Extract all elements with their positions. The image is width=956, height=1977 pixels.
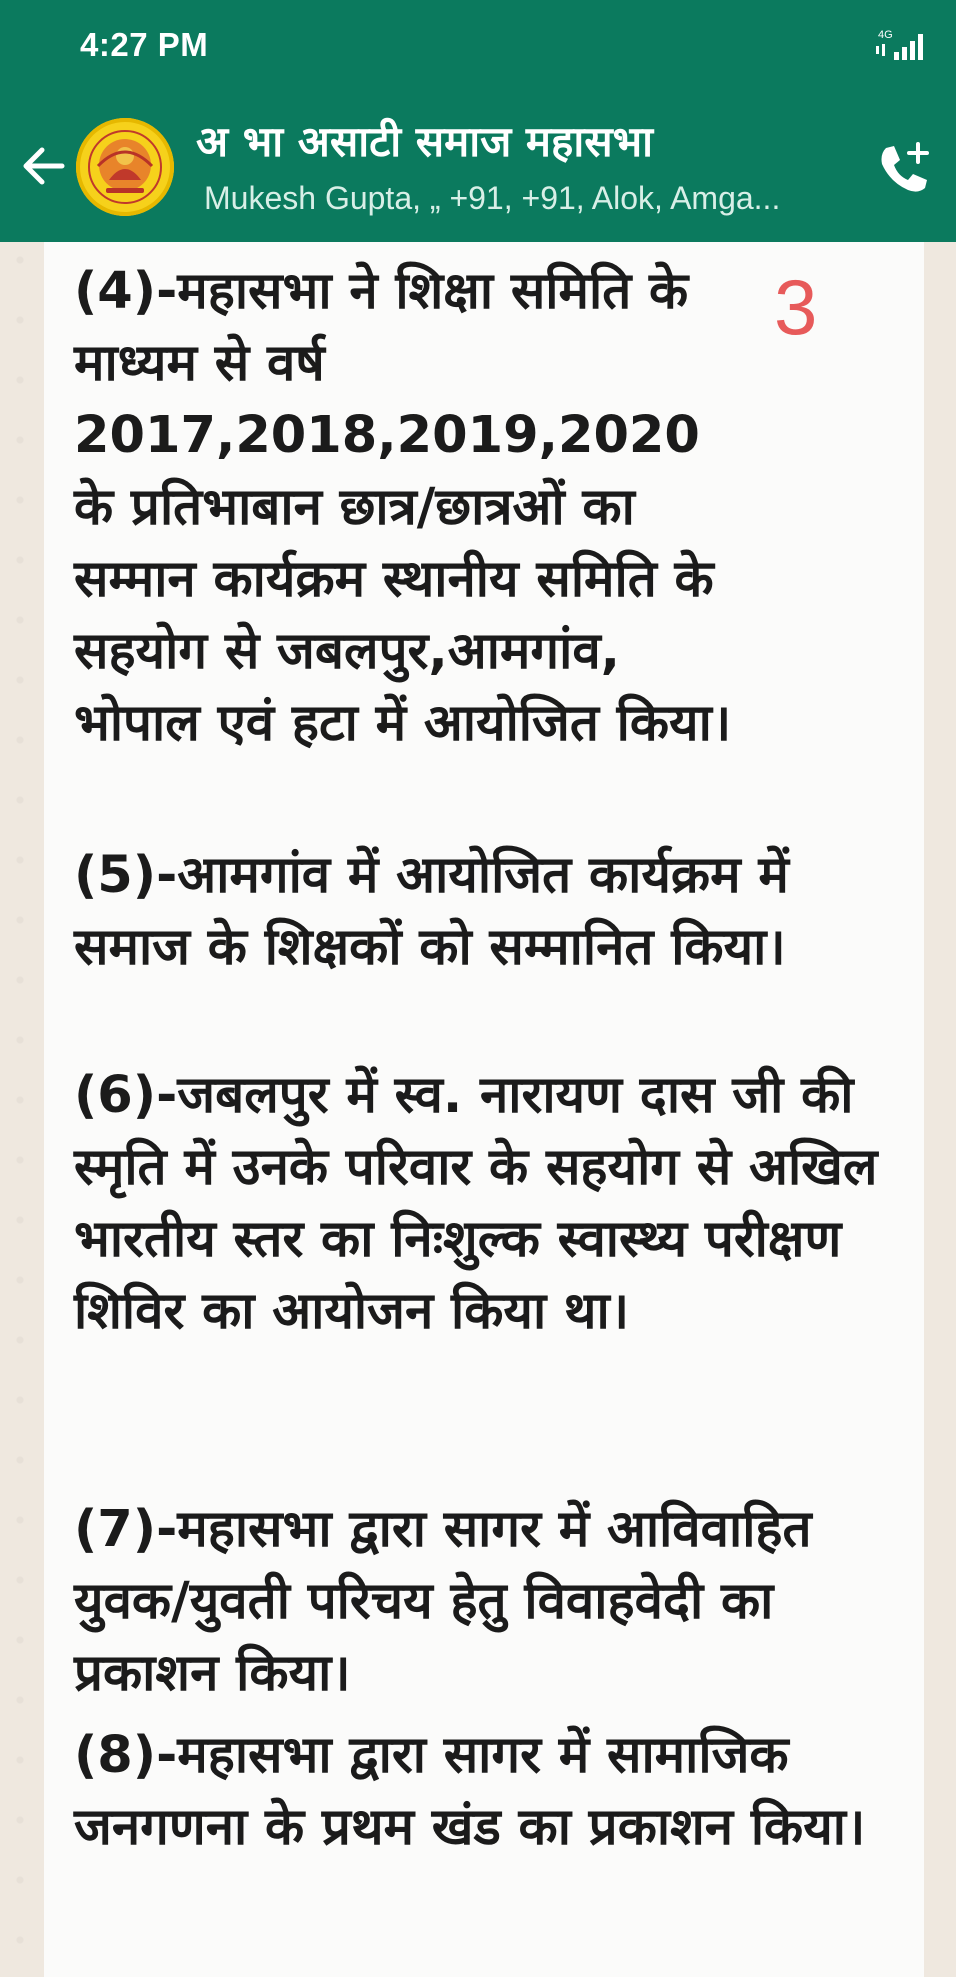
chat-header (0, 0, 956, 242)
page-number: 3 (774, 263, 818, 351)
back-arrow-icon[interactable] (18, 140, 70, 192)
group-emblem-icon (76, 118, 174, 216)
paragraph-7: (7)-महासभा द्वारा सागर में आविवाहित युवक/युवती परिचय हेतु विवाहवेदी का प्रकाशन किया। (74, 1500, 812, 1703)
signal-icon (872, 26, 930, 66)
status-time: 4:27 PM (80, 26, 209, 63)
add-call-icon[interactable] (872, 138, 934, 200)
group-avatar[interactable] (76, 118, 174, 216)
paragraph-4: (4)-महासभा ने शिक्षा समिति के माध्यम से वर्ष 2017,2018,2019,2020 के प्रतिभाबान छात्र/छात्रओं का सम्मान कार्यक्रम स्थानीय समिति के सहयोग से जबलपुर,आमगांव, भोपाल एवं हटा में आयोजित किया। (74, 262, 732, 753)
paragraph-6: (6)-जबलपुर में स्व. नारायण दास जी की स्मृति में उनके परिवार के सहयोग से अखिल भारतीय स्तर का निःशुल्क स्वास्थ्य परीक्षण शिविर का आयोजन किया था। (74, 1066, 878, 1341)
group-members[interactable]: Mukesh Gupta, „ +91, +91, Alok, Amga... (204, 180, 781, 216)
paragraph-5: (5)-आमगांव में आयोजित कार्यक्रम में समाज के शिक्षकों को सम्मानित किया। (74, 846, 789, 977)
network-type-label: 4G (878, 29, 893, 41)
group-title[interactable]: अ भा असाटी समाज महासभा (196, 117, 654, 166)
paragraph-8: (8)-महासभा द्वारा सागर में सामाजिक जनगणना के प्रथम खंड का प्रकाशन किया। (74, 1726, 866, 1857)
